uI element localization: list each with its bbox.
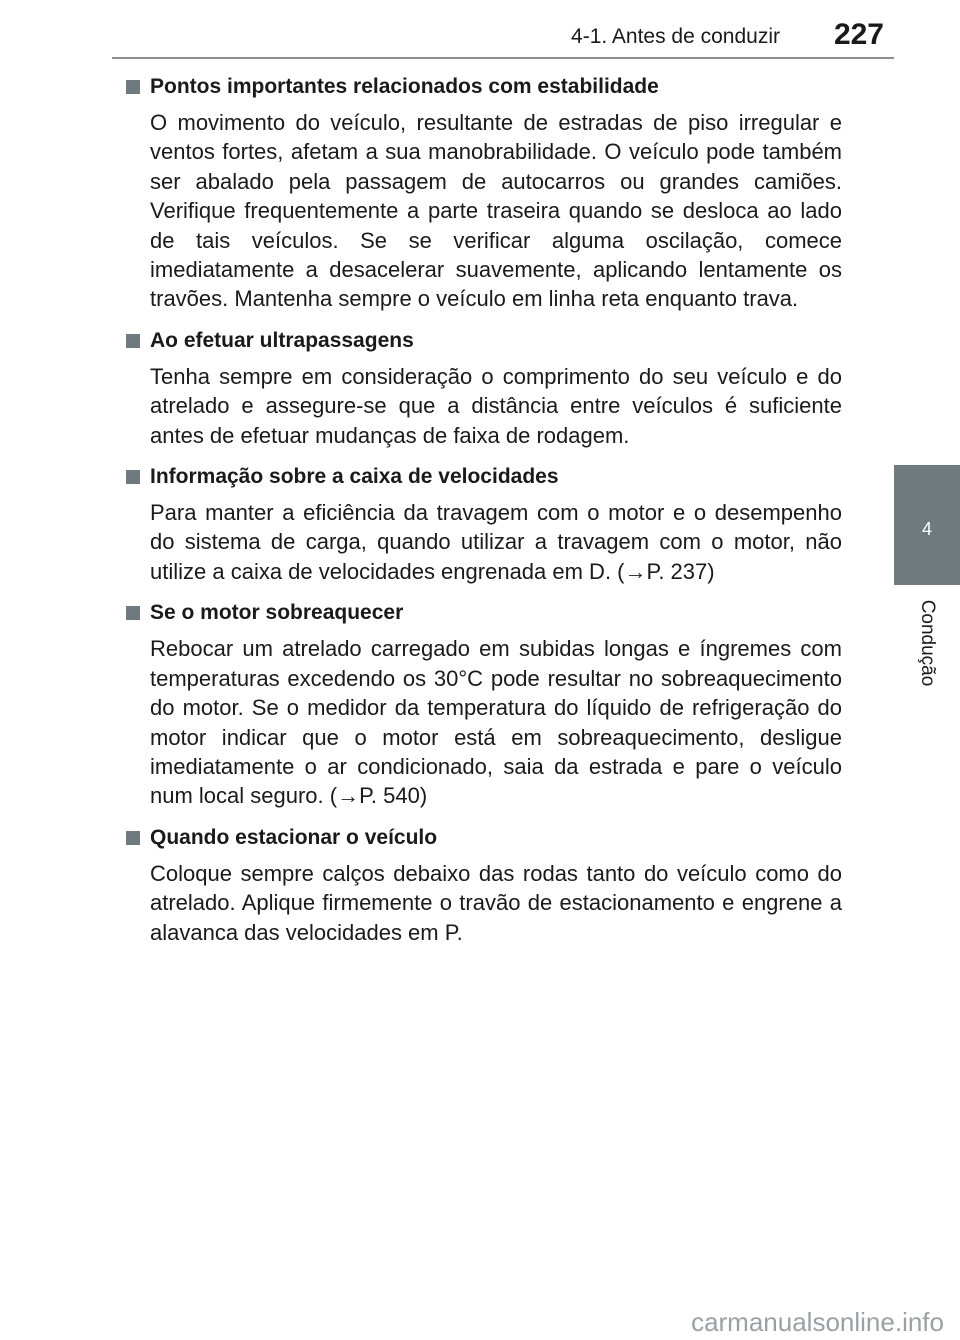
section-body: Para manter a eficiência da travagem com o motor e o desempenho do sistema de carga, quando utilizar a travagem com o motor, não utilize a caixa de velocidades engrenada em D. (→P. 237) [150, 500, 842, 584]
section-heading-text: Informação sobre a caixa de velocidades [150, 465, 559, 489]
section-overtaking [126, 326, 842, 450]
section-heading [126, 72, 842, 102]
square-bullet-icon [126, 334, 140, 348]
section-heading [126, 462, 842, 492]
page-header [0, 0, 960, 60]
section-body: Rebocar um atrelado carregado em subidas longas e íngremes com temperaturas excedendo os 30°C pode resultar no sobreaquecimento do motor. Se o medidor da temperatura do líquido de refrigeração do motor indicar que o motor está em sobreaquecimento, desligue imediatamente o ar condicionado, saia da estrada e pare o veículo num local seguro. (→P. 540) [150, 636, 842, 809]
header-divider [112, 57, 894, 59]
section-heading [126, 326, 842, 356]
page-number: 227 [833, 18, 884, 51]
chapter-side-tab [894, 0, 960, 1340]
section-title: 4-1. Antes de conduzir [571, 25, 780, 48]
chapter-label: Condução [917, 599, 938, 687]
section-stability [126, 72, 842, 314]
section-heading-text: Se o motor sobreaquecer [150, 601, 404, 625]
square-bullet-icon [126, 831, 140, 845]
watermark: carmanualsonline.info [691, 1307, 944, 1337]
section-heading [126, 598, 842, 628]
section-overheating [126, 598, 842, 810]
section-heading-text: Quando estacionar o veículo [150, 825, 438, 849]
chapter-label-box [894, 588, 960, 698]
section-heading [126, 823, 842, 853]
section-body: Tenha sempre em consideração o comprimento do seu veículo e do atrelado e assegure-se que a distância entre veículos é suficiente antes de efetuar mudanças de faixa de rodagem. [150, 363, 842, 448]
section-parking [126, 823, 842, 947]
section-body: Coloque sempre calços debaixo das rodas tanto do veículo como do atrelado. Aplique firmemente o travão de estacionamento e engrene a alavanca das velocidades em P. [150, 860, 842, 945]
chapter-number: 4 [921, 519, 932, 539]
section-heading-text: Pontos importantes relacionados com estabilidade [150, 75, 659, 98]
section-transmission [126, 462, 842, 586]
page-content [126, 72, 842, 959]
square-bullet-icon [126, 470, 140, 484]
square-bullet-icon [126, 80, 140, 94]
section-heading-text: Ao efetuar ultrapassagens [150, 328, 414, 352]
section-body: O movimento do veículo, resultante de estradas de piso irregular e ventos fortes, afetam a sua manobrabilidade. O veículo pode também ser abalado pela passagem de autocarros ou grandes camiões. Verifique frequentemente a parte traseira quando se desloca ao lado de tais veículos. Se se verificar alguma oscilação, comece imediatamente a desacelerar suavemente, aplicando lentamente os travões. Mantenha sempre o veículo em linha reta enquanto trava. [150, 110, 842, 312]
square-bullet-icon [126, 606, 140, 620]
